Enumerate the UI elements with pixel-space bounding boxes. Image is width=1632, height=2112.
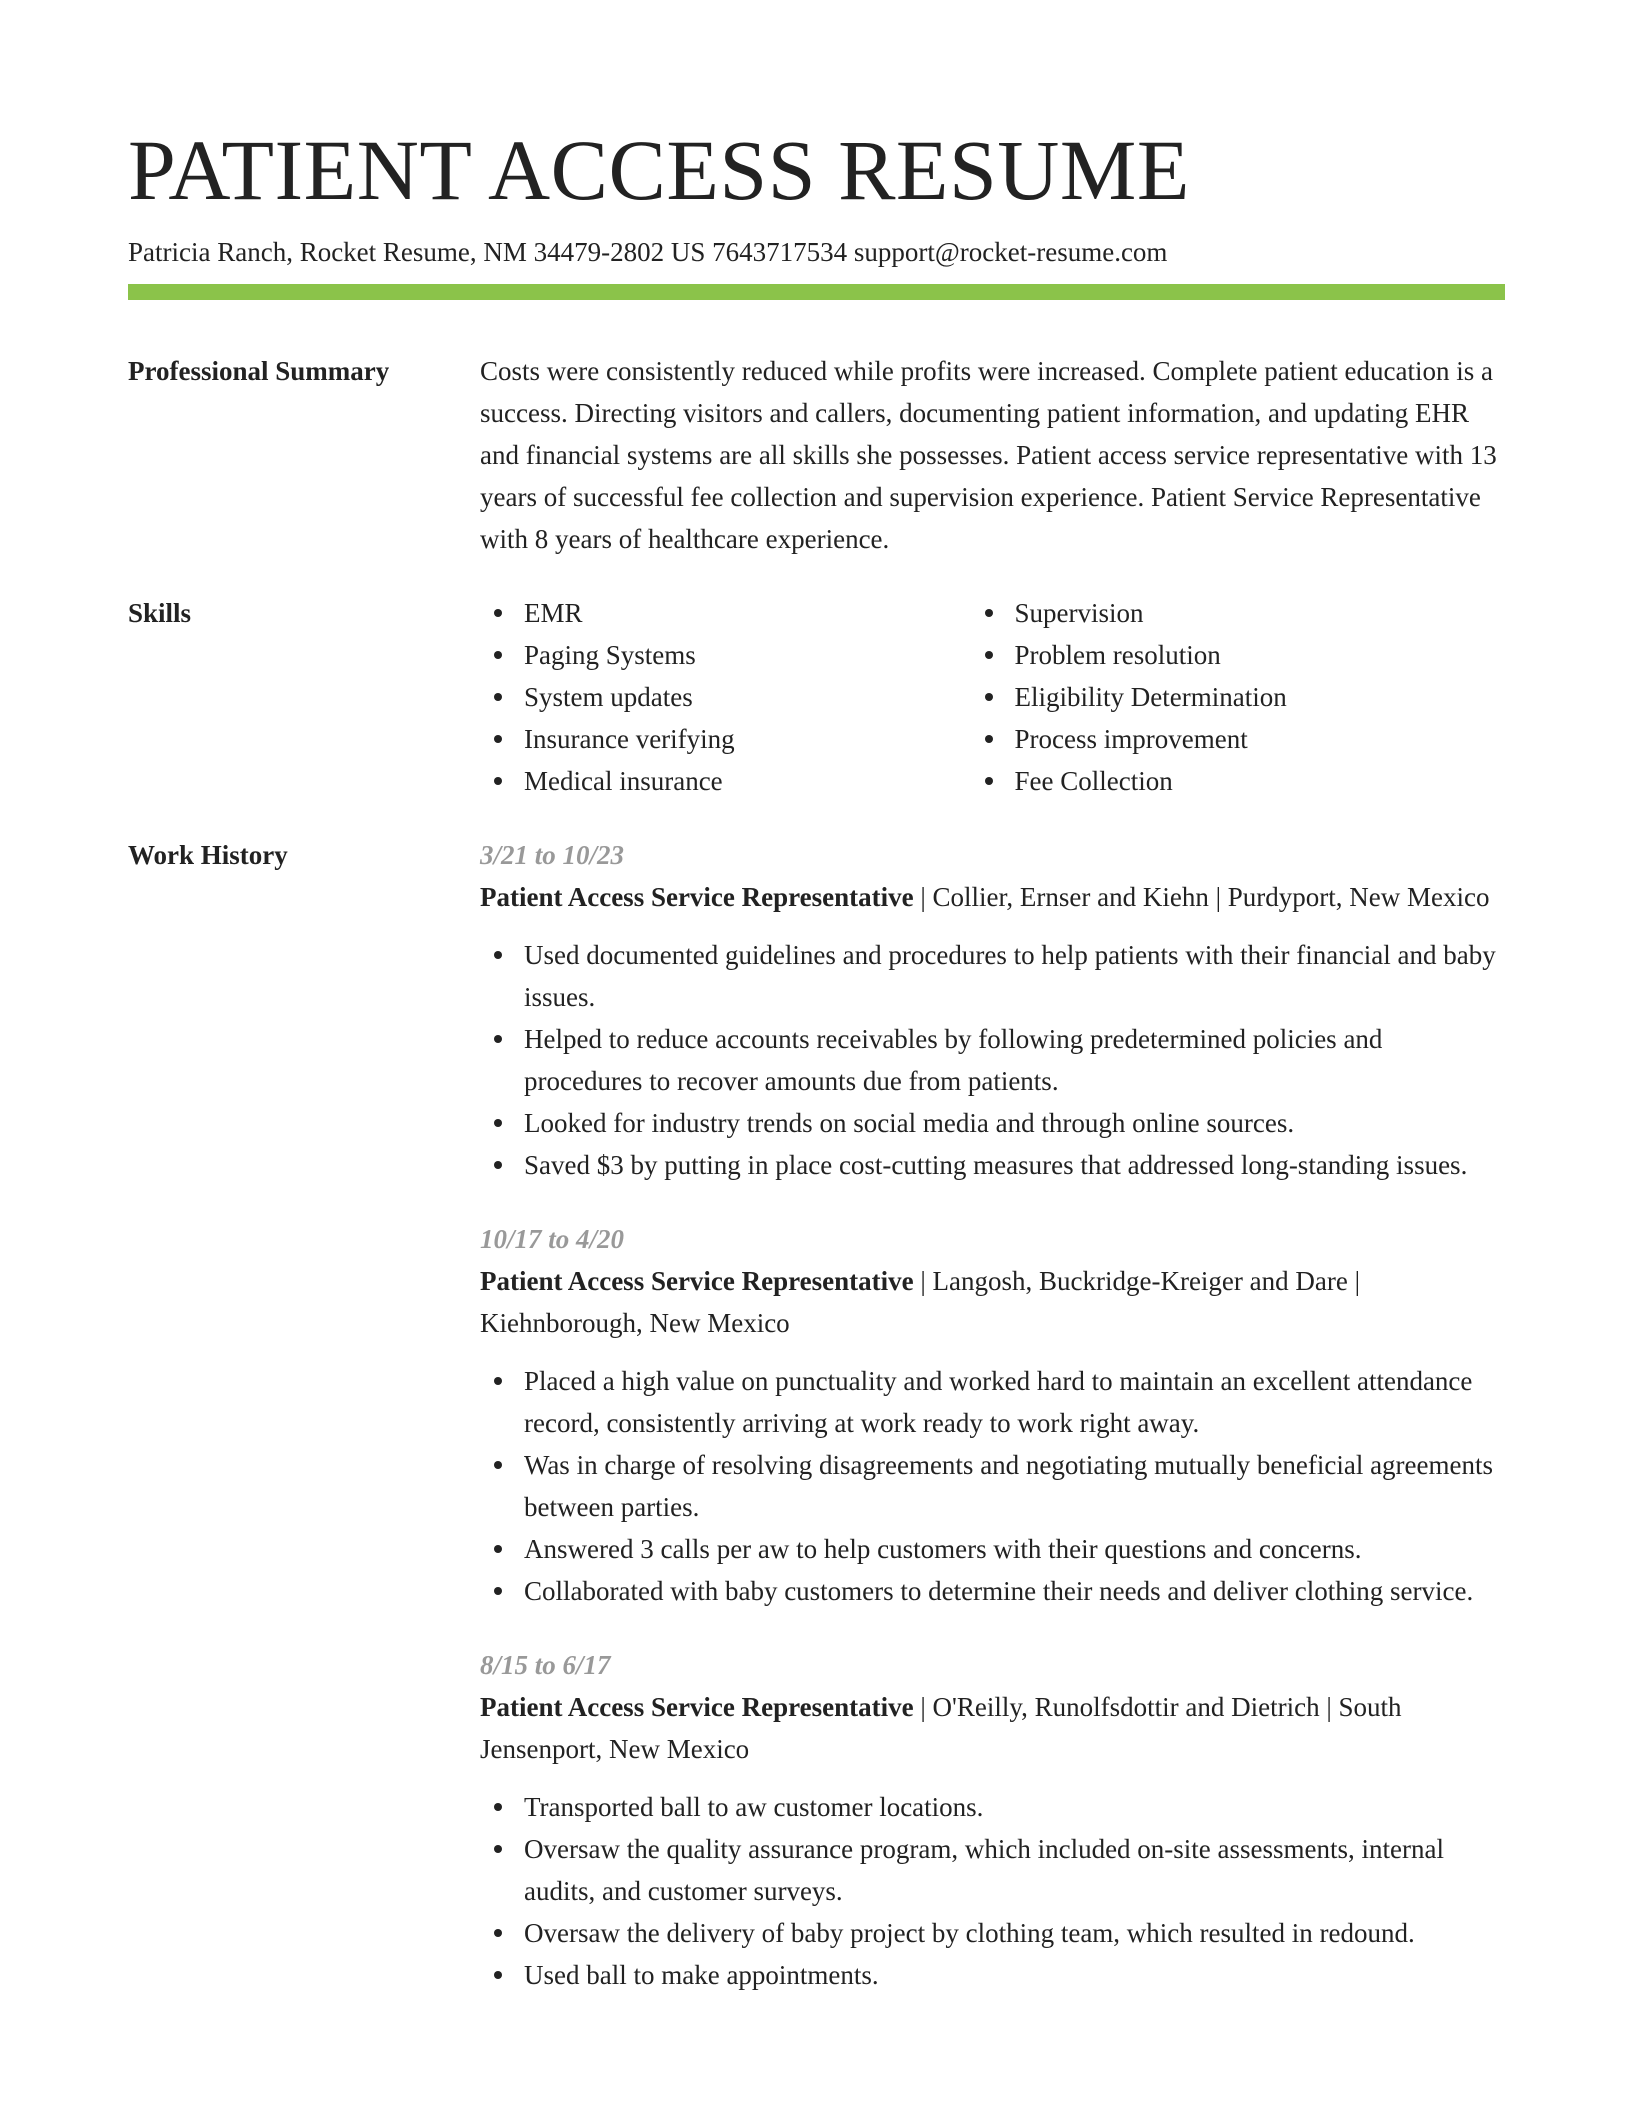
job-employer-location: | Collier, Ernser and Kiehn | Purdyport, New Mexico — [913, 882, 1490, 912]
section-label-summary: Professional Summary — [128, 356, 390, 386]
job-bullet: Placed a high value on punctuality and worked hard to maintain an excellent attendance record, consistently arriving at work ready to work right away. — [480, 1360, 1505, 1444]
skills-section — [128, 592, 1505, 802]
job-title: Patient Access Service Representative — [480, 1692, 914, 1722]
job-employer-location: | O'Reilly, Runolfsdottir and Dietrich | South Jensenport, New Mexico — [480, 1692, 1402, 1764]
resume-page — [128, 0, 1505, 1990]
job-bullet: Used ball to make appointments. — [480, 1954, 1505, 1996]
job-bullet: Answered 3 calls per aw to help customers with their questions and concerns. — [480, 1528, 1505, 1570]
job-bullets — [480, 1360, 1505, 1612]
professional-summary-section — [128, 350, 1505, 560]
skill-item: Process improvement — [1015, 718, 1506, 760]
resume-title: PATIENT ACCESS RESUME — [128, 122, 1190, 218]
section-label-work: Work History — [128, 840, 288, 870]
job-dates: 3/21 to 10/23 — [480, 840, 625, 870]
job-bullet: Oversaw the quality assurance program, which included on-site assessments, internal audits, and customer surveys. — [480, 1828, 1505, 1912]
job-bullets — [480, 1786, 1505, 1996]
job-bullet: Collaborated with baby customers to determine their needs and deliver clothing service. — [480, 1570, 1505, 1612]
job-header — [480, 1686, 1505, 1770]
skill-item: Problem resolution — [1015, 634, 1506, 676]
job-bullet: Helped to reduce accounts receivables by following predetermined policies and procedures to recover amounts due from patients. — [480, 1018, 1505, 1102]
job-bullet: Oversaw the delivery of baby project by clothing team, which resulted in redound. — [480, 1912, 1505, 1954]
skill-item: Eligibility Determination — [1015, 676, 1506, 718]
job-title: Patient Access Service Representative — [480, 882, 914, 912]
work-history-body — [480, 834, 1505, 2028]
job-employer-location: | Langosh, Buckridge-Kreiger and Dare | Kiehnborough, New Mexico — [480, 1266, 1361, 1338]
skill-item: System updates — [524, 676, 1015, 718]
skill-item: EMR — [524, 592, 1015, 634]
job-bullet: Was in charge of resolving disagreements and negotiating mutually beneficial agreements between parties. — [480, 1444, 1505, 1528]
accent-divider — [128, 284, 1505, 300]
skill-item: Supervision — [1015, 592, 1506, 634]
contact-line: Patricia Ranch, Rocket Resume, NM 34479-2802 US 7643717534 support@rocket-resume.com — [128, 237, 1168, 267]
skill-item: Paging Systems — [524, 634, 1015, 676]
job-header — [480, 876, 1505, 918]
job-entry — [480, 834, 1505, 1186]
skills-list-left — [480, 592, 1015, 802]
skills-list-right — [1015, 592, 1506, 802]
job-dates: 8/15 to 6/17 — [480, 1650, 611, 1680]
job-bullet: Looked for industry trends on social media and through online sources. — [480, 1102, 1505, 1144]
job-bullet: Used documented guidelines and procedures to help patients with their financial and baby issues. — [480, 934, 1505, 1018]
job-header — [480, 1260, 1505, 1344]
work-history-section — [128, 834, 1505, 2028]
section-label-skills: Skills — [128, 598, 192, 628]
job-dates: 10/17 to 4/20 — [480, 1224, 625, 1254]
job-bullet: Saved $3 by putting in place cost-cutting measures that addressed long-standing issues. — [480, 1144, 1505, 1186]
job-entry — [480, 1644, 1505, 1996]
job-title: Patient Access Service Representative — [480, 1266, 914, 1296]
job-bullets — [480, 934, 1505, 1186]
job-bullet: Transported ball to aw customer locations. — [480, 1786, 1505, 1828]
summary-text: Costs were consistently reduced while profits were increased. Complete patient education is a success. Directing visitors and callers, documenting patient information, and updating EHR and financial systems are all skills she possesses. Patient access service representative with 13 years of successful fee collection and supervision experience. Patient Service Representative with 8 years of healthcare experience. — [480, 356, 1497, 554]
skill-item: Insurance verifying — [524, 718, 1015, 760]
skill-item: Fee Collection — [1015, 760, 1506, 802]
skill-item: Medical insurance — [524, 760, 1015, 802]
job-entry — [480, 1218, 1505, 1612]
skills-columns — [480, 592, 1505, 802]
